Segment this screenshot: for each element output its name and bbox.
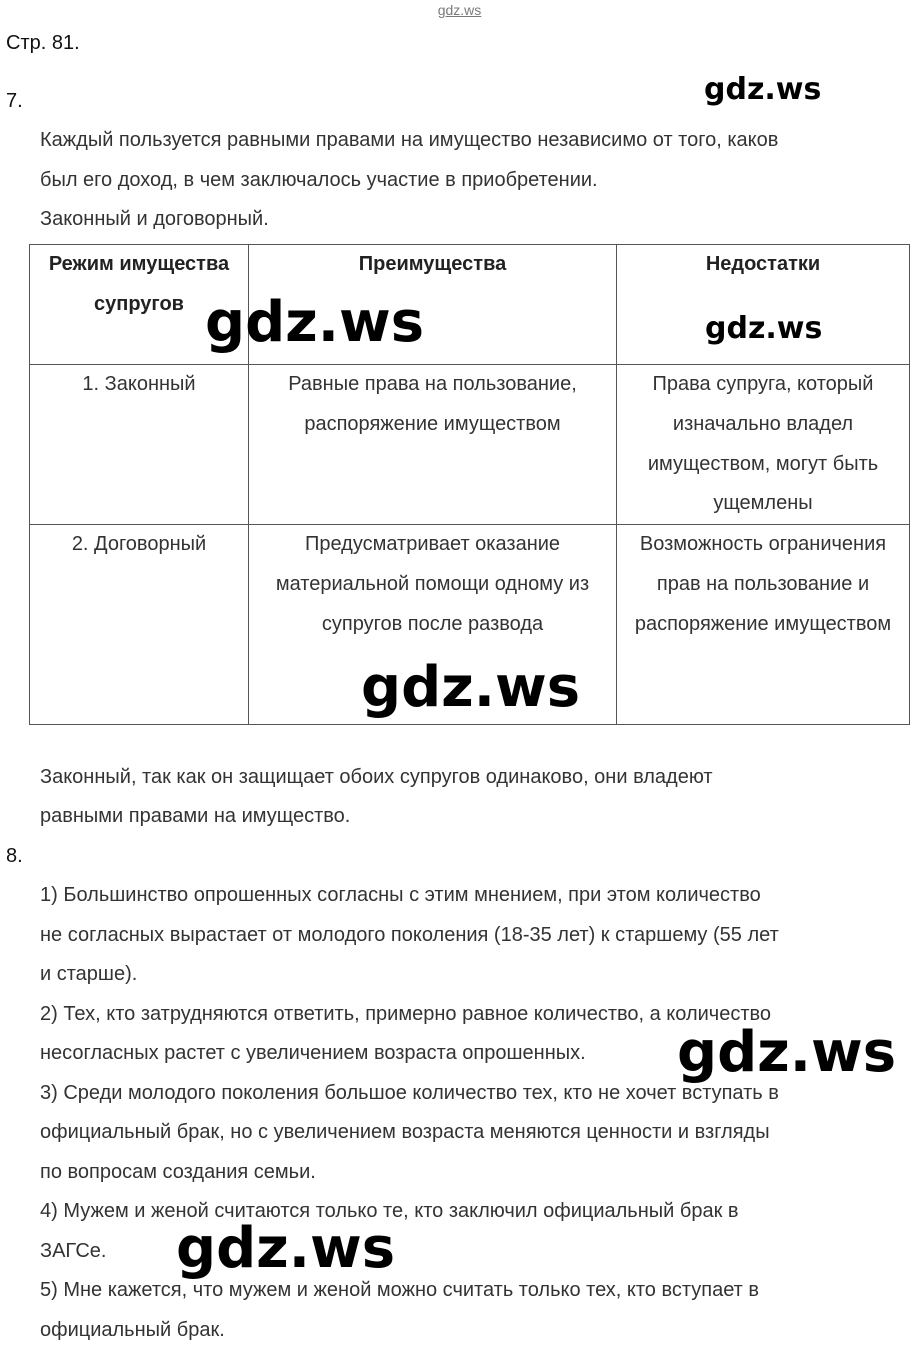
watermark: gdz.ws <box>704 72 822 107</box>
top-watermark-link[interactable]: gdz.ws <box>437 2 482 18</box>
watermark: gdz.ws <box>361 655 581 720</box>
cell-advantages: Предусматривает оказание материальной помощи одному из супругов после развода <box>249 525 617 725</box>
q8-answer-line: 5) Мне кажется, что мужем и женой можно считать только тех, кто вступает в <box>40 1279 760 1301</box>
watermark: gdz.ws <box>677 1020 897 1085</box>
q8-answer-line: не согласных вырастает от молодого поколения (18-35 лет) к старшему (55 лет <box>40 924 779 946</box>
cell-disadvantages: Возможность ограничения прав на пользование и распоряжение имуществом <box>617 525 910 725</box>
q8-answer-line: ЗАГСе. <box>40 1240 107 1262</box>
watermark: gdz.ws <box>205 290 425 355</box>
q7-conclusion-line: равными правами на имущество. <box>40 805 351 827</box>
question-8-number: 8. <box>6 845 23 867</box>
q8-answer-line: 3) Среди молодого поколения большое количество тех, кто не хочет вступать в <box>40 1082 779 1104</box>
q8-answer-line: официальный брак. <box>40 1319 225 1341</box>
table-row <box>30 365 910 525</box>
cell-disadvantages: Права супруга, который изначально владел имуществом, могут быть ущемлены <box>617 365 910 525</box>
q8-answer-line: и старше). <box>40 963 138 985</box>
header-advantages: Преимущества <box>249 245 617 365</box>
page-reference: Стр. 81. <box>6 32 80 54</box>
q8-answer-line: официальный брак, но с увеличением возраста меняются ценности и взгляды <box>40 1121 770 1143</box>
question-7-number: 7. <box>6 90 23 112</box>
q7-conclusion-line: Законный, так как он защищает обоих супругов одинаково, они владеют <box>40 766 713 788</box>
watermark: gdz.ws <box>705 311 823 346</box>
watermark: gdz.ws <box>176 1216 396 1281</box>
q7-answer-line: Каждый пользуется равными правами на имущество независимо от того, каков <box>40 129 779 151</box>
header-regime: Режим имущества супругов <box>30 245 249 365</box>
q8-answer-line: по вопросам создания семьи. <box>40 1161 316 1183</box>
cell-regime: 1. Законный <box>30 365 249 525</box>
header-disadvantages: Недостатки <box>617 245 910 365</box>
q8-answer-line: 4) Мужем и женой считаются только те, кто заключил официальный брак в <box>40 1200 739 1222</box>
q8-answer-line: 1) Большинство опрошенных согласны с этим мнением, при этом количество <box>40 884 761 906</box>
q8-answer-line: несогласных растет с увеличением возраста опрошенных. <box>40 1042 586 1064</box>
q7-answer-line: был его доход, в чем заключалось участие в приобретении. <box>40 169 598 191</box>
cell-advantages: Равные права на пользование, распоряжение имуществом <box>249 365 617 525</box>
q8-answer-line: 2) Тех, кто затрудняются ответить, примерно равное количество, а количество <box>40 1003 772 1025</box>
table-header-row <box>30 245 910 365</box>
q7-answer-line: Законный и договорный. <box>40 208 269 230</box>
cell-regime: 2. Договорный <box>30 525 249 725</box>
